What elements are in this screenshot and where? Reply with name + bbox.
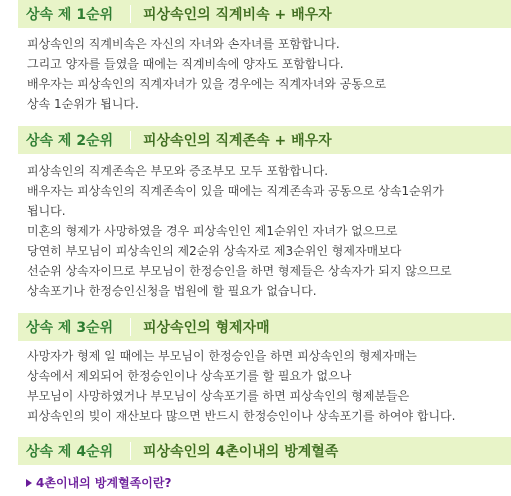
section-title: 피상속인의 직계비속 + 배우자 [143, 7, 332, 23]
body-line: 배우자는 피상속인의 직계존속이 있을 때에는 직계존속과 공동으로 상속1순위가 [27, 184, 444, 198]
triangle-bullet-icon [26, 479, 32, 487]
section-header-rank-2 [18, 126, 511, 154]
section-title: 피상속인의 형제자매 [143, 320, 270, 336]
rank-label: 상속 제 1순위 [26, 7, 114, 23]
section-title: 피상속인의 직계존속 + 배우자 [143, 133, 332, 149]
subhead-collateral-relatives-link[interactable] [26, 474, 171, 491]
body-line: 피상속인의 직계존속은 부모와 증조부모 모두 포함합니다. [27, 164, 329, 178]
section-body-rank-2 [27, 161, 507, 301]
rank-label: 상속 제 3순위 [26, 320, 114, 336]
section-header-rank-3 [18, 313, 511, 341]
section-body-rank-1 [27, 34, 507, 114]
section-title: 피상속인의 4촌이내의 방계혈족 [143, 444, 339, 460]
header-divider [130, 318, 131, 336]
body-line: 됩니다. [27, 204, 66, 218]
body-line: 미혼의 형제가 사망하였을 경우 피상속인인 제1순위인 자녀가 없으므로 [27, 224, 398, 238]
body-line: 배우자는 피상속인의 직계자녀가 있을 경우에는 직계자녀와 공동으로 [27, 77, 387, 91]
body-line: 선순위 상속자이므로 부모님이 한정승인을 하면 형제들은 상속자가 되지 않으므로 [27, 264, 452, 278]
body-line: 피상속인의 직계비속은 자신의 자녀와 손자녀를 포함합니다. [27, 37, 340, 51]
subhead-label: 4촌이내의 방계혈족이란? [36, 476, 172, 490]
body-line: 부모님이 사망하였거나 부모님이 상속포기를 하면 피상속인의 형제분들은 [27, 389, 410, 403]
rank-label: 상속 제 2순위 [26, 133, 114, 149]
rank-label: 상속 제 4순위 [26, 444, 114, 460]
section-body-rank-3 [27, 346, 507, 426]
body-line: 그리고 양자를 들였을 때에는 직계비속에 양자도 포함합니다. [27, 57, 344, 71]
body-line: 피상속인의 빚이 재산보다 많으면 반드시 한정승인이나 상속포기를 하여야 합니다. [27, 409, 456, 423]
header-divider [130, 5, 131, 23]
header-divider [130, 442, 131, 460]
body-line: 상속포기나 한정승인신청을 법원에 할 필요가 없습니다. [27, 284, 317, 298]
body-line: 상속 1순위가 됩니다. [27, 97, 139, 111]
section-header-rank-1 [18, 0, 511, 28]
body-line: 상속에서 제외되어 한정승인이나 상속포기를 할 필요가 없으나 [27, 369, 352, 383]
section-header-rank-4 [18, 437, 511, 465]
header-divider [130, 131, 131, 149]
body-line: 사망자가 형제 일 때에는 부모님이 한정승인을 하면 피상속인의 형제자매는 [27, 349, 417, 363]
body-line: 당연히 부모님이 피상속인의 제2순위 상속자로 제3순위인 형제자매보다 [27, 244, 402, 258]
